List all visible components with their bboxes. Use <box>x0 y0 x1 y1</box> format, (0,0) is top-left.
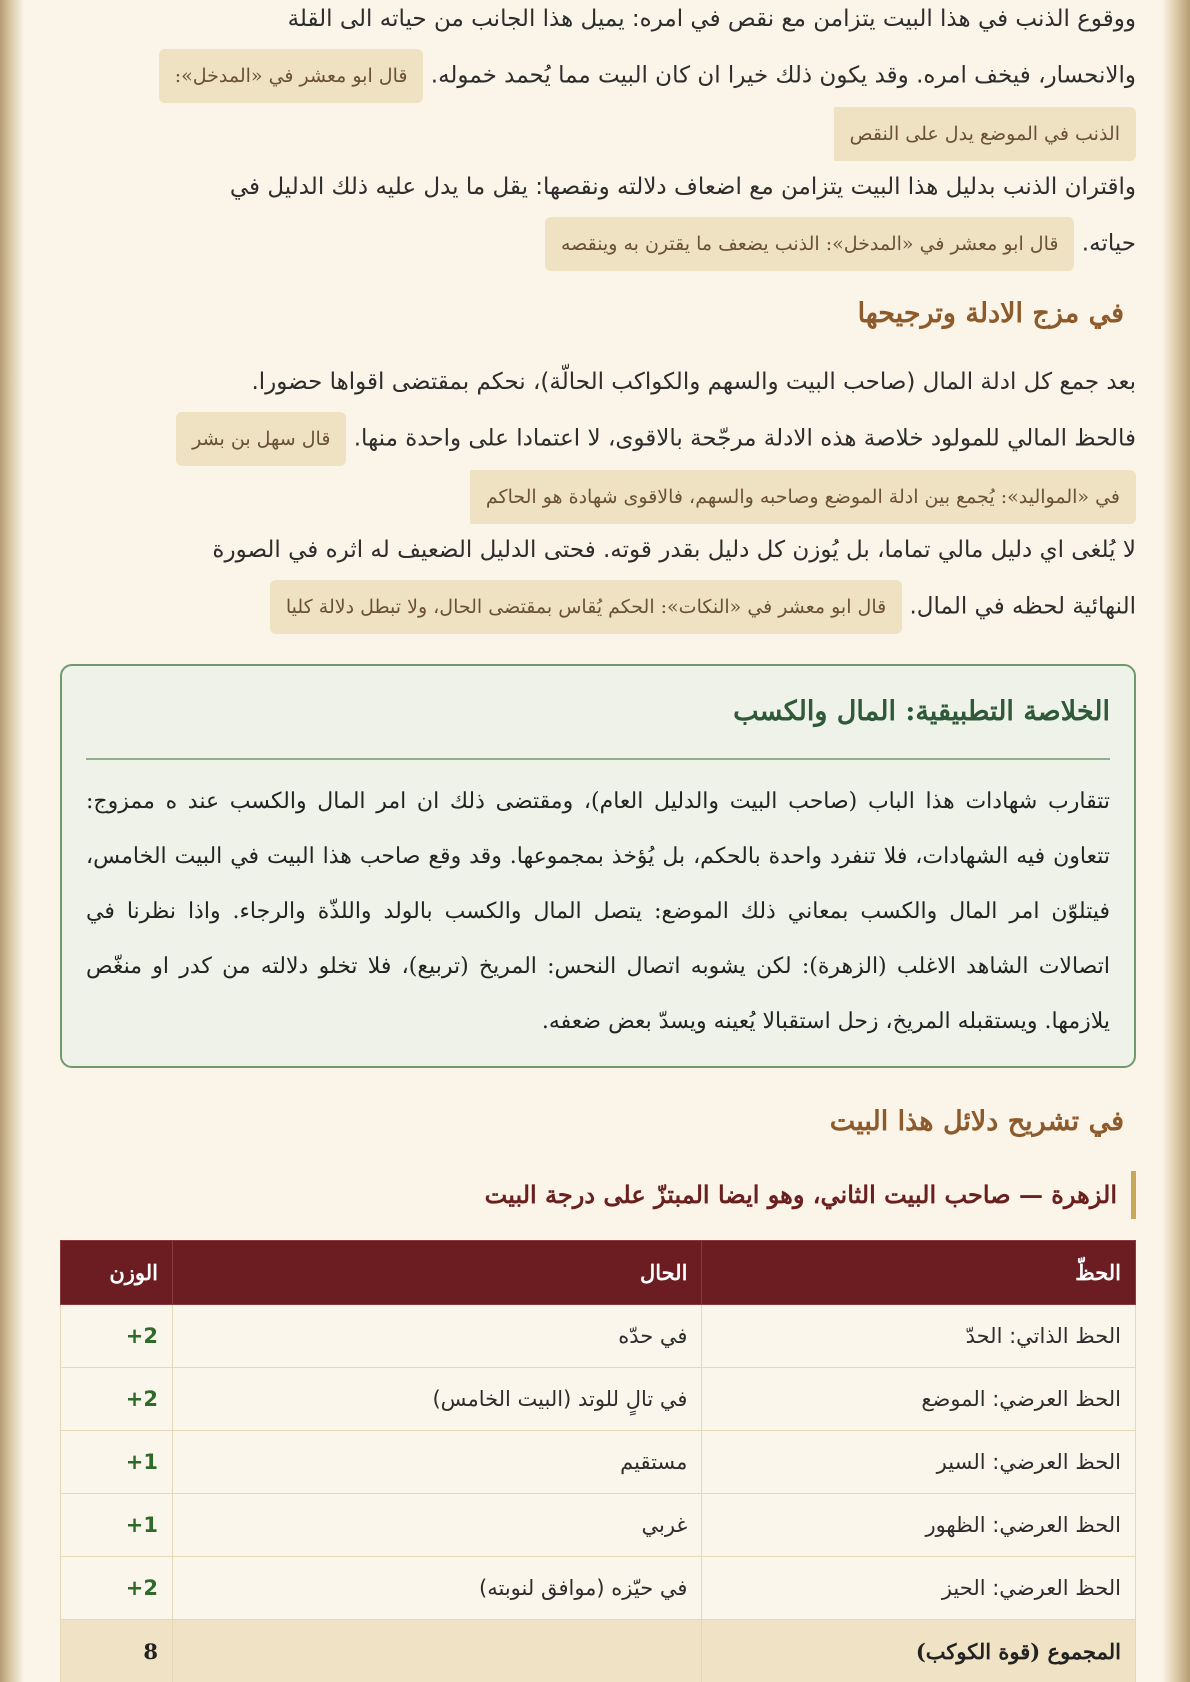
quote-line <box>60 468 1136 526</box>
cell-weight: +2 <box>61 1305 173 1368</box>
table-row <box>61 1557 1136 1620</box>
summary-line: تتعاون فيه الشهادات، فلا تنفرد واحدة بالحكم، بل يُؤخذ بمجموعها. وقد وقع صاحب هذا البيت في البيت الخامس، <box>86 844 1110 869</box>
quote-sahl-ibn-bishr: قال سهل بن بشر <box>176 412 346 466</box>
section-title-house-analysis: في تشريح دلائل هذا البيت <box>829 1106 1124 1137</box>
quote-abu-mashar-madkhal-2: قال ابو معشر في «المدخل»: الذنب يضعف ما يقترن به وينقصه <box>545 217 1075 271</box>
paragraph-1-line-1: ووقوع الذنب في هذا البيت يتزامن مع نقص في امره: يميل هذا الجانب من حياته الى القلة <box>287 6 1136 32</box>
cell-dignity: الحظ العرضي: السير <box>702 1431 1136 1494</box>
summary-title: الخلاصة التطبيقية: المال والكسب <box>86 666 1110 760</box>
paragraph-2 <box>60 160 1136 273</box>
paragraph-3 <box>60 355 1136 530</box>
total-label: المجموع (قوة الكوكب) <box>702 1620 1136 1682</box>
paragraph-2-line-2-text: حياته. <box>1081 230 1136 257</box>
paragraph-3-line-2 <box>60 410 1136 468</box>
paragraph-4 <box>60 523 1136 636</box>
paragraph-4-line-2-text: النهائية لحظه في المال. <box>909 593 1136 620</box>
quote-abu-mashar-madkhal-1: قال ابو معشر في «المدخل»: <box>159 49 424 103</box>
summary-line: تتقارب شهادات هذا الباب (صاحب البيت والدليل العام)، ومقتضى ذلك ان امر المال والكسب عند ه ممزوج: <box>86 789 1110 814</box>
quote-continuation-2: في «المواليد»: يُجمع بين ادلة الموضع وصاحبه والسهم، فالاقوى شهادة هو الحاكم <box>470 470 1136 524</box>
paragraph-1-line-2 <box>60 47 1136 105</box>
cell-dignity: الحظ العرضي: الظهور <box>702 1494 1136 1557</box>
cell-weight: +1 <box>61 1431 173 1494</box>
table-row <box>61 1494 1136 1557</box>
quote-line <box>60 105 1136 163</box>
paragraph-4-line-2 <box>60 578 1136 636</box>
table-row <box>61 1368 1136 1431</box>
summary-line: ويستقبله المريخ، زحل استقبالا يُعينه ويسدّ بعض ضعفه. <box>541 1009 1038 1034</box>
cell-state: في حيّزه (موافق لنوبته) <box>172 1557 701 1620</box>
paragraph-1-line-2-text: والانحسار، فيخف امره. وقد يكون ذلك خيرا ان كان البيت مما يُحمد خموله. <box>430 62 1136 89</box>
cell-state: غربي <box>172 1494 701 1557</box>
paragraph-3-line-1: بعد جمع كل ادلة المال (صاحب البيت والسهم والكواكب الحالّة)، نحكم بمقتضى اقواها حضورا. <box>251 369 1136 395</box>
paragraph-1 <box>60 0 1136 167</box>
summary-line: الشاهد الاغلب (الزهرة): لكن يشوبه اتصال النحس: المريخ (تربيع)، فلا تخلو دلالته من كدر او منغّص يلازمها. <box>86 954 1110 1034</box>
quote-abu-mashar-nukat: قال ابو معشر في «النكات»: الحكم يُقاس بمقتضى الحال، ولا تبطل دلالة كليا <box>270 580 902 634</box>
dignity-table <box>60 1240 1136 1682</box>
paragraph-2-line-2 <box>60 215 1136 273</box>
cell-state: مستقيم <box>172 1431 701 1494</box>
table-total-row <box>61 1620 1136 1682</box>
column-header-dignity: الحظّ <box>702 1241 1136 1305</box>
table-heading-venus: الزهرة — صاحب البيت الثاني، وهو ايضا المبتزّ على درجة البيت <box>60 1171 1136 1219</box>
quote-continuation-1: الذنب في الموضع يدل على النقص <box>834 107 1136 161</box>
table-row <box>61 1431 1136 1494</box>
cell-dignity: الحظ العرضي: الحيز <box>702 1557 1136 1620</box>
cell-weight: +2 <box>61 1368 173 1431</box>
table-row <box>61 1305 1136 1368</box>
cell-dignity: الحظ العرضي: الموضع <box>702 1368 1136 1431</box>
table-header-row <box>61 1241 1136 1305</box>
cell-weight: +2 <box>61 1557 173 1620</box>
paragraph-4-line-1: لا يُلغى اي دليل مالي تماما، بل يُوزن كل دليل بقدر قوته. فحتى الدليل الضعيف له اثره في الصورة <box>212 537 1136 563</box>
column-header-state: الحال <box>172 1241 701 1305</box>
summary-line: فيتلوّن امر المال والكسب بمعاني ذلك الموضع: يتصل المال والكسب بالولد واللذّة والرجاء. واذا نظرنا في اتصالات <box>86 899 1111 979</box>
summary-box <box>60 664 1136 1068</box>
total-weight: 8 <box>61 1620 173 1682</box>
total-state <box>172 1620 701 1682</box>
paragraph-3-line-2-text: فالحظ المالي للمولود خلاصة هذه الادلة مرجّحة بالاقوى، لا اعتمادا على واحدة منها. <box>353 425 1136 452</box>
column-header-weight: الوزن <box>61 1241 173 1305</box>
cell-state: في حدّه <box>172 1305 701 1368</box>
cell-state: في تالٍ للوتد (البيت الخامس) <box>172 1368 701 1431</box>
cell-weight: +1 <box>61 1494 173 1557</box>
section-title-mixing-evidence: في مزج الادلة وترجيحها <box>857 298 1124 329</box>
summary-text <box>86 774 1110 1049</box>
paragraph-2-line-1: واقتران الذنب بدليل هذا البيت يتزامن مع اضعاف دلالته ونقصها: يقل ما يدل عليه ذلك الدليل في <box>229 174 1136 200</box>
cell-dignity: الحظ الذاتي: الحدّ <box>702 1305 1136 1368</box>
